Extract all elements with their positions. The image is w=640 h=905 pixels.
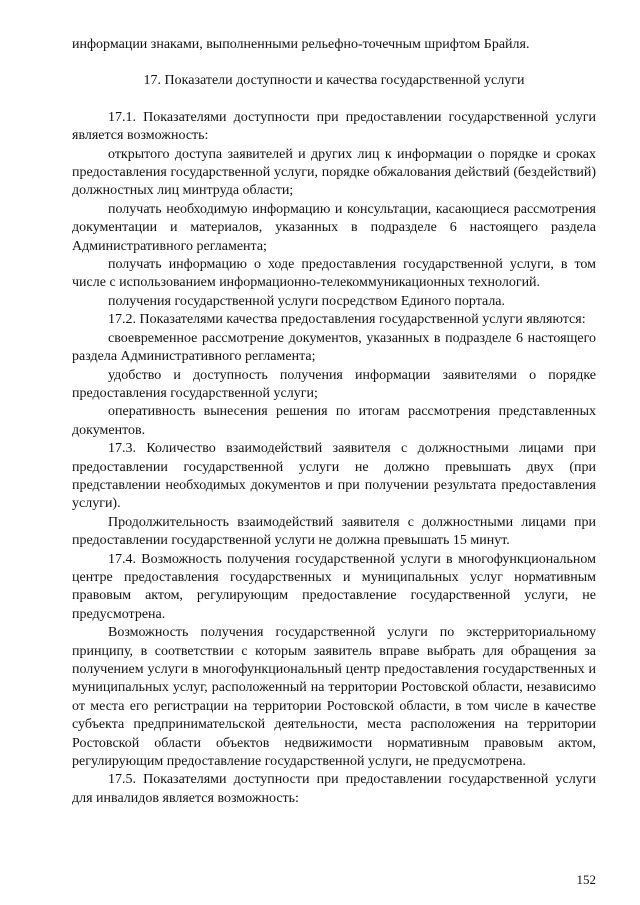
paragraph-17-4: 17.4. Возможность получения государственной услуги в многофункциональном центре предоставления государственных и муниципальных услуг нормативным правовым актом, регулирующим предоставление государственной услуги, не предусмотрена. [72, 551, 596, 622]
paragraph-continuation: информации знаками, выполненными рельефно-точечным шрифтом Брайля. [72, 37, 530, 52]
paragraph-progress-info: получать информацию о ходе предоставления государственной услуги, в том числе с использованием информационно-телекоммуникационных технологий. [72, 257, 596, 291]
paragraph-17-3: 17.3. Количество взаимодействий заявителя с должностными лицами при предоставлении государственной услуги не должно превышать двух (при представлении необходимых документов и при получении результата предоставления услуги). [72, 441, 596, 512]
page-content [72, 36, 596, 808]
paragraph-consultations: получать необходимую информацию и консультации, касающиеся рассмотрения документации и материалов, указанных в подразделе 6 настоящего раздела Административного регламента; [72, 201, 596, 254]
paragraph-convenience: удобство и доступность получения информации заявителями о порядке предоставления государственной услуги; [72, 367, 596, 401]
page-number: 152 [576, 872, 596, 887]
paragraph-17-1: 17.1. Показателями доступности при предоставлении государственной услуги является возможность: [72, 109, 596, 144]
paragraph-timely-review: своевременное рассмотрение документов, указанных в подразделе 6 настоящего раздела Административного регламента; [72, 330, 596, 365]
paragraph-unified-portal: получения государственной услуги посредством Единого портала. [108, 293, 506, 309]
paragraph-efficiency: оперативность вынесения решения по итогам рассмотрения представленных документов. [72, 404, 596, 438]
paragraph-17-5: 17.5. Показателями доступности при предоставлении государственной услуги для инвалидов является возможность: [72, 772, 596, 806]
paragraph-extraterritorial: Возможность получения государственной услуги по экстерриториальному принципу, в соответствии с которым заявитель вправе выбрать для обращения за получением услуги в многофункциональный центр предоставления государственных и муниципальных услуг, расположенный на территории Ростовской области, независимо от места его регистрации на территории Ростовской области, в том числе в качестве субъекта предпринимательской деятельности, места расположения на территории Ростовской области объектов недвижимости нормативным правовым актом, регулирующим предоставление государственной услуги, не предусмотрена. [72, 625, 596, 770]
paragraph-duration: Продолжительность взаимодействий заявителя с должностными лицами при предоставлении государственной услуги не должна превышать 15 минут. [72, 514, 596, 549]
paragraph-17-2: 17.2. Показателями качества предоставления государственной услуги являются: [108, 312, 586, 328]
paragraph-open-access: открытого доступа заявителей и других лиц к информации о порядке и сроках предоставления государственной услуги, порядке обжалования действий (бездействий) должностных лиц минтруда области; [72, 146, 596, 199]
section-heading: 17. Показатели доступности и качества государственной услуги [143, 73, 525, 89]
